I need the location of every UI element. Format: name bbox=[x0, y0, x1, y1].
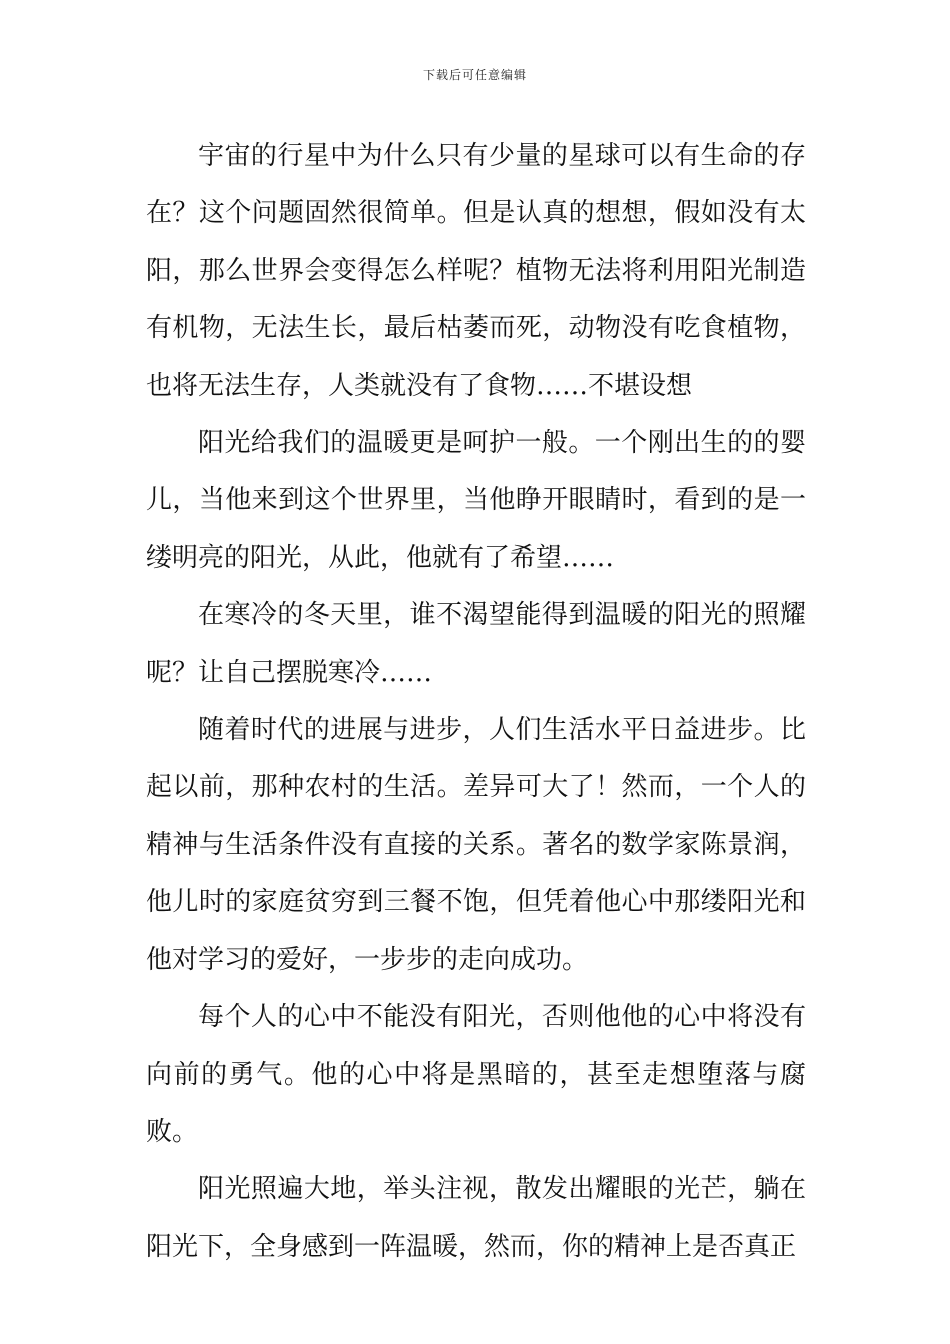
paragraph-3: 在寒冷的冬天里，谁不渴望能得到温暖的阳光的照耀呢？让自己摆脱寒冷…… bbox=[146, 600, 806, 688]
paragraph-5: 每个人的心中不能没有阳光，否则他他的心中将没有向前的勇气。他的心中将是黑暗的，甚至走想堕落与腐败。 bbox=[146, 1002, 806, 1147]
header-note: 下载后可任意编辑 bbox=[422, 68, 527, 82]
paragraph-2: 阳光给我们的温暖更是呵护一般。一个刚出生的的婴儿，当他来到这个世界里，当他睁开眼睛时，看到的是一缕明亮的阳光，从此，他就有了希望…… bbox=[146, 428, 806, 573]
paragraph-4: 随着时代的进展与进步，人们生活水平日益进步。比起以前，那种农村的生活。差异可大了！然而，一个人的精神与生活条件没有直接的关系。著名的数学家陈景润，他儿时的家庭贫穷到三餐不饱，但凭着他心中那缕阳光和他对学习的爱好，一步步的走向成功。 bbox=[146, 715, 806, 975]
paragraph-1: 宇宙的行星中为什么只有少量的星球可以有生命的存在？这个问题固然很简单。但是认真的想想，假如没有太阳，那么世界会变得怎么样呢？植物无法将利用阳光制造有机物，无法生长，最后枯萎而死，动物没有吃食植物，也将无法生存，人类就没有了食物……不堪设想 bbox=[146, 141, 806, 401]
body-text bbox=[146, 128, 806, 1276]
paragraph-6: 阳光照遍大地，举头注视，散发出耀眼的光芒，躺在阳光下，全身感到一阵温暖，然而，你的精神上是否真正 bbox=[146, 1174, 806, 1262]
